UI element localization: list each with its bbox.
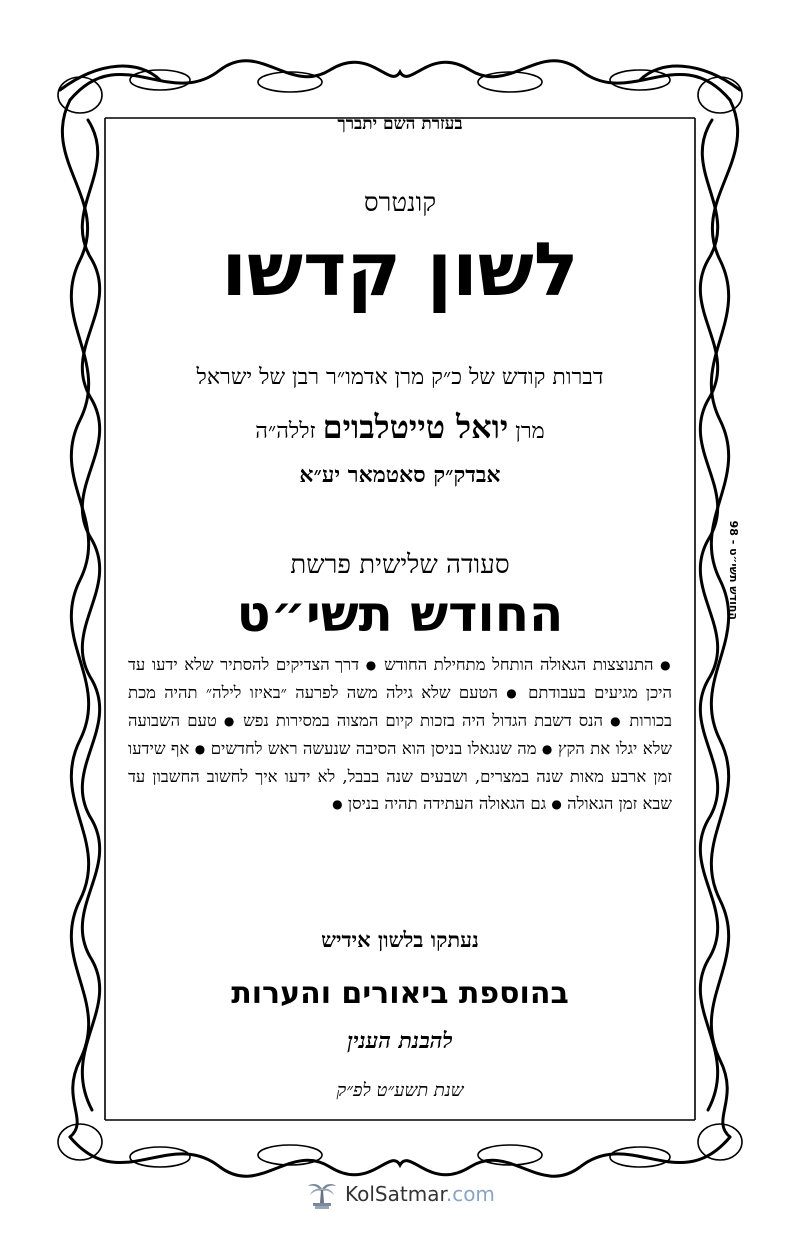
bullet-icon: ● [194, 742, 206, 756]
topic-item: גם הגאולה העתידה תהיה בניסן [347, 794, 547, 813]
header-blessing: בעזרת השם יתברך [337, 114, 463, 134]
topic-item: טעם השבועה שלא יגלו את הקץ [128, 711, 672, 758]
bullet-icon: ● [660, 658, 672, 672]
addition-line: בהוספת ביאורים והערות [231, 976, 569, 1011]
topic-item: התנוצצות הגאולה הותחל מתחילת החודש [384, 655, 654, 674]
seuda-line: סעודה שלישית פרשת [290, 550, 510, 580]
kuntres-label: קונטרס [363, 188, 437, 218]
bullet-icon: ● [610, 714, 623, 728]
topics-summary [128, 651, 672, 818]
bullet-icon: ● [541, 742, 553, 756]
year-line: שנת תשע״ט לפ״ק [336, 1080, 464, 1101]
rebbe-prefix: מרן [515, 419, 545, 444]
main-title: לשון קדשו [221, 227, 579, 313]
translated-line: נעתקו בלשון אידיש [321, 927, 479, 952]
topic-item: דרך הצדיקים להסתיר שלא ידעו עד היכן מגיעים בעבודתם [128, 655, 673, 702]
topic-item: אף שידעו זמן ארבע מאות שנה במצרים, ושבעים שנה בבבל, לא ידעו איך לחשוב החשבון עד שבא זמן הגאולה [128, 739, 672, 813]
topic-item: הנס דשבת הגדול היה בזכות קיום המצוה במסירות נפש [243, 711, 604, 730]
bullet-icon: ● [551, 797, 562, 811]
divrei-line: דברות קודש של כ״ק מרן אדמו״ר רבן של ישראל [196, 365, 604, 390]
bullet-icon: ● [506, 686, 520, 700]
logo-text: KolSatmar.com [345, 1182, 495, 1206]
understanding-line: להבנת הענין [347, 1028, 453, 1054]
rebbe-suffix: זללה״ה [255, 419, 316, 444]
bullet-icon: ● [223, 714, 237, 728]
parsha-title: החודש תשי״ט [236, 585, 564, 643]
bullet-icon: ● [365, 658, 378, 672]
palm-tree-icon [305, 1177, 339, 1211]
bullet-icon: ● [332, 797, 343, 811]
rebbe-title: אבדק״ק סאטמאר יע״א [299, 462, 501, 488]
topic-item: מה שנגאלו בניסן הוא הסיבה שנעשה ראש לחדשים [210, 739, 537, 758]
side-page-label: החודש תשי״ט - 98 [727, 520, 740, 620]
rebbe-line [110, 408, 690, 446]
rebbe-name: יואל טייטלבוים [322, 408, 509, 446]
topic-item: הטעם שלא גילה משה לפרעה ״באיזו לילה״ תהיה מכת בכורות [128, 683, 672, 730]
site-logo[interactable] [305, 1176, 495, 1212]
